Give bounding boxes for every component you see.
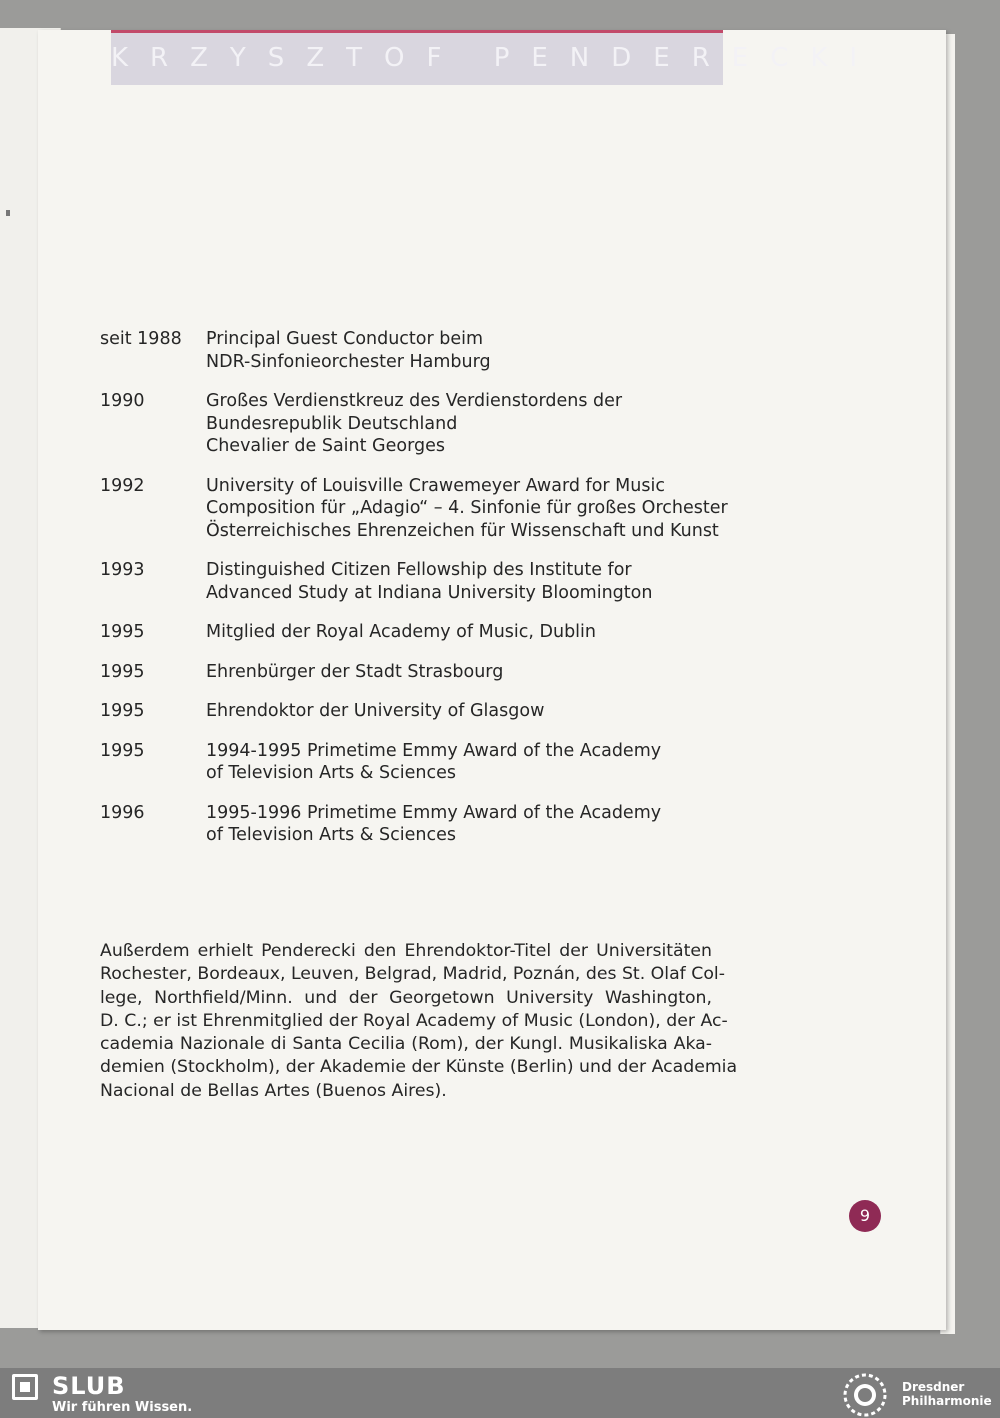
honor-text <box>206 390 622 458</box>
honor-year: 1995 <box>100 661 145 682</box>
paragraph-line: Rochester, Bordeaux, Leuven, Belgrad, Madrid, Poznán, des St. Olaf Col- <box>100 964 725 985</box>
philharmonie-name-line2: Philharmonie <box>902 1394 992 1408</box>
honor-entry <box>100 661 740 684</box>
header-title: KRZYSZTOF PENDERECKI <box>111 43 880 73</box>
honor-entry <box>100 559 740 604</box>
honor-year: 1992 <box>100 475 145 496</box>
honor-text <box>206 661 503 684</box>
honor-year: 1995 <box>100 740 145 761</box>
honor-text-line: NDR-Sinfonieorchester Hamburg <box>206 351 491 372</box>
honor-text-line: Distinguished Citizen Fellowship des Institute for <box>206 560 632 580</box>
honor-text-line: Advanced Study at Indiana University Bloomington <box>206 582 653 603</box>
honor-text-line: Mitglied der Royal Academy of Music, Dublin <box>206 622 596 642</box>
paragraph-line: demien (Stockholm), der Akademie der Künste (Berlin) und der Academia <box>100 1057 738 1078</box>
honor-text-line: University of Louisville Crawemeyer Award for Music <box>206 475 665 496</box>
honor-year: 1990 <box>100 391 145 411</box>
paragraph-line: cademia Nazionale di Santa Cecilia (Rom), der Kungl. Musikaliska Aka- <box>100 1034 712 1055</box>
honor-year: 1995 <box>100 622 145 642</box>
honor-year: 1995 <box>100 701 145 721</box>
viewer-footer <box>0 1368 1000 1418</box>
philharmonie-logo-icon[interactable] <box>842 1372 888 1418</box>
header-band <box>111 30 880 85</box>
honor-text <box>206 802 661 847</box>
honor-entry <box>100 621 740 644</box>
honor-text <box>206 559 652 604</box>
paragraph-line: lege, Northfield/Minn. und der Georgetown University Washington, <box>100 987 712 1008</box>
honor-text-line: Bundesrepublik Deutschland <box>206 413 458 434</box>
honor-text-line: 1995-1996 Primetime Emmy Award of the Academy <box>206 802 662 823</box>
honor-text-line: Großes Verdienstkreuz des Verdienstordens der <box>206 391 623 411</box>
honor-text-line: 1994-1995 Primetime Emmy Award of the Academy <box>206 740 662 761</box>
philharmonie-name-line1: Dresdner <box>902 1380 965 1394</box>
scanned-page <box>38 30 946 1330</box>
honor-text-line: of Television Arts & Sciences <box>206 825 456 845</box>
honor-text-line: Ehrenbürger der Stadt Strasbourg <box>206 661 504 682</box>
honor-entry <box>100 740 740 785</box>
honor-text-line: Ehrendoktor der University of Glasgow <box>206 701 545 721</box>
page-number-badge: 9 <box>849 1200 881 1232</box>
philharmonie-name[interactable] <box>902 1380 992 1408</box>
honor-entry <box>100 700 740 723</box>
paragraph-line: Nacional de Bellas Artes (Buenos Aires). <box>100 1080 447 1101</box>
honor-year: 1996 <box>100 802 145 823</box>
honor-text <box>206 621 596 644</box>
slub-tagline: Wir führen Wissen. <box>52 1400 193 1415</box>
paragraph-line: D. C.; er ist Ehrenmitglied der Royal Academy of Music (London), der Ac- <box>100 1010 728 1031</box>
honor-text <box>206 475 728 543</box>
paragraph-line: Außerdem erhielt Penderecki den Ehrendoktor-Titel der Universitäten <box>100 941 712 961</box>
honor-year: 1993 <box>100 560 145 580</box>
honor-text <box>206 700 544 723</box>
honorary-titles-paragraph <box>100 940 738 1103</box>
honor-text <box>206 740 661 785</box>
binding-mark <box>6 210 10 216</box>
honor-entry <box>100 475 740 543</box>
slub-name[interactable]: SLUB <box>52 1372 126 1400</box>
honor-entry <box>100 390 740 458</box>
honor-text-line: Principal Guest Conductor beim <box>206 329 484 349</box>
honor-entry <box>100 802 740 847</box>
honor-entry <box>100 328 740 373</box>
honor-text-line: Chevalier de Saint Georges <box>206 436 445 456</box>
honor-text-line: Composition für „Adagio“ – 4. Sinfonie für großes Orchester <box>206 498 728 518</box>
honor-text-line: Österreichisches Ehrenzeichen für Wissenschaft und Kunst <box>206 520 719 541</box>
honor-text-line: of Television Arts & Sciences <box>206 763 456 783</box>
honors-list <box>100 328 740 864</box>
honor-text <box>206 328 491 373</box>
slub-logo-icon[interactable] <box>12 1374 38 1400</box>
honor-year: seit 1988 <box>100 329 182 349</box>
